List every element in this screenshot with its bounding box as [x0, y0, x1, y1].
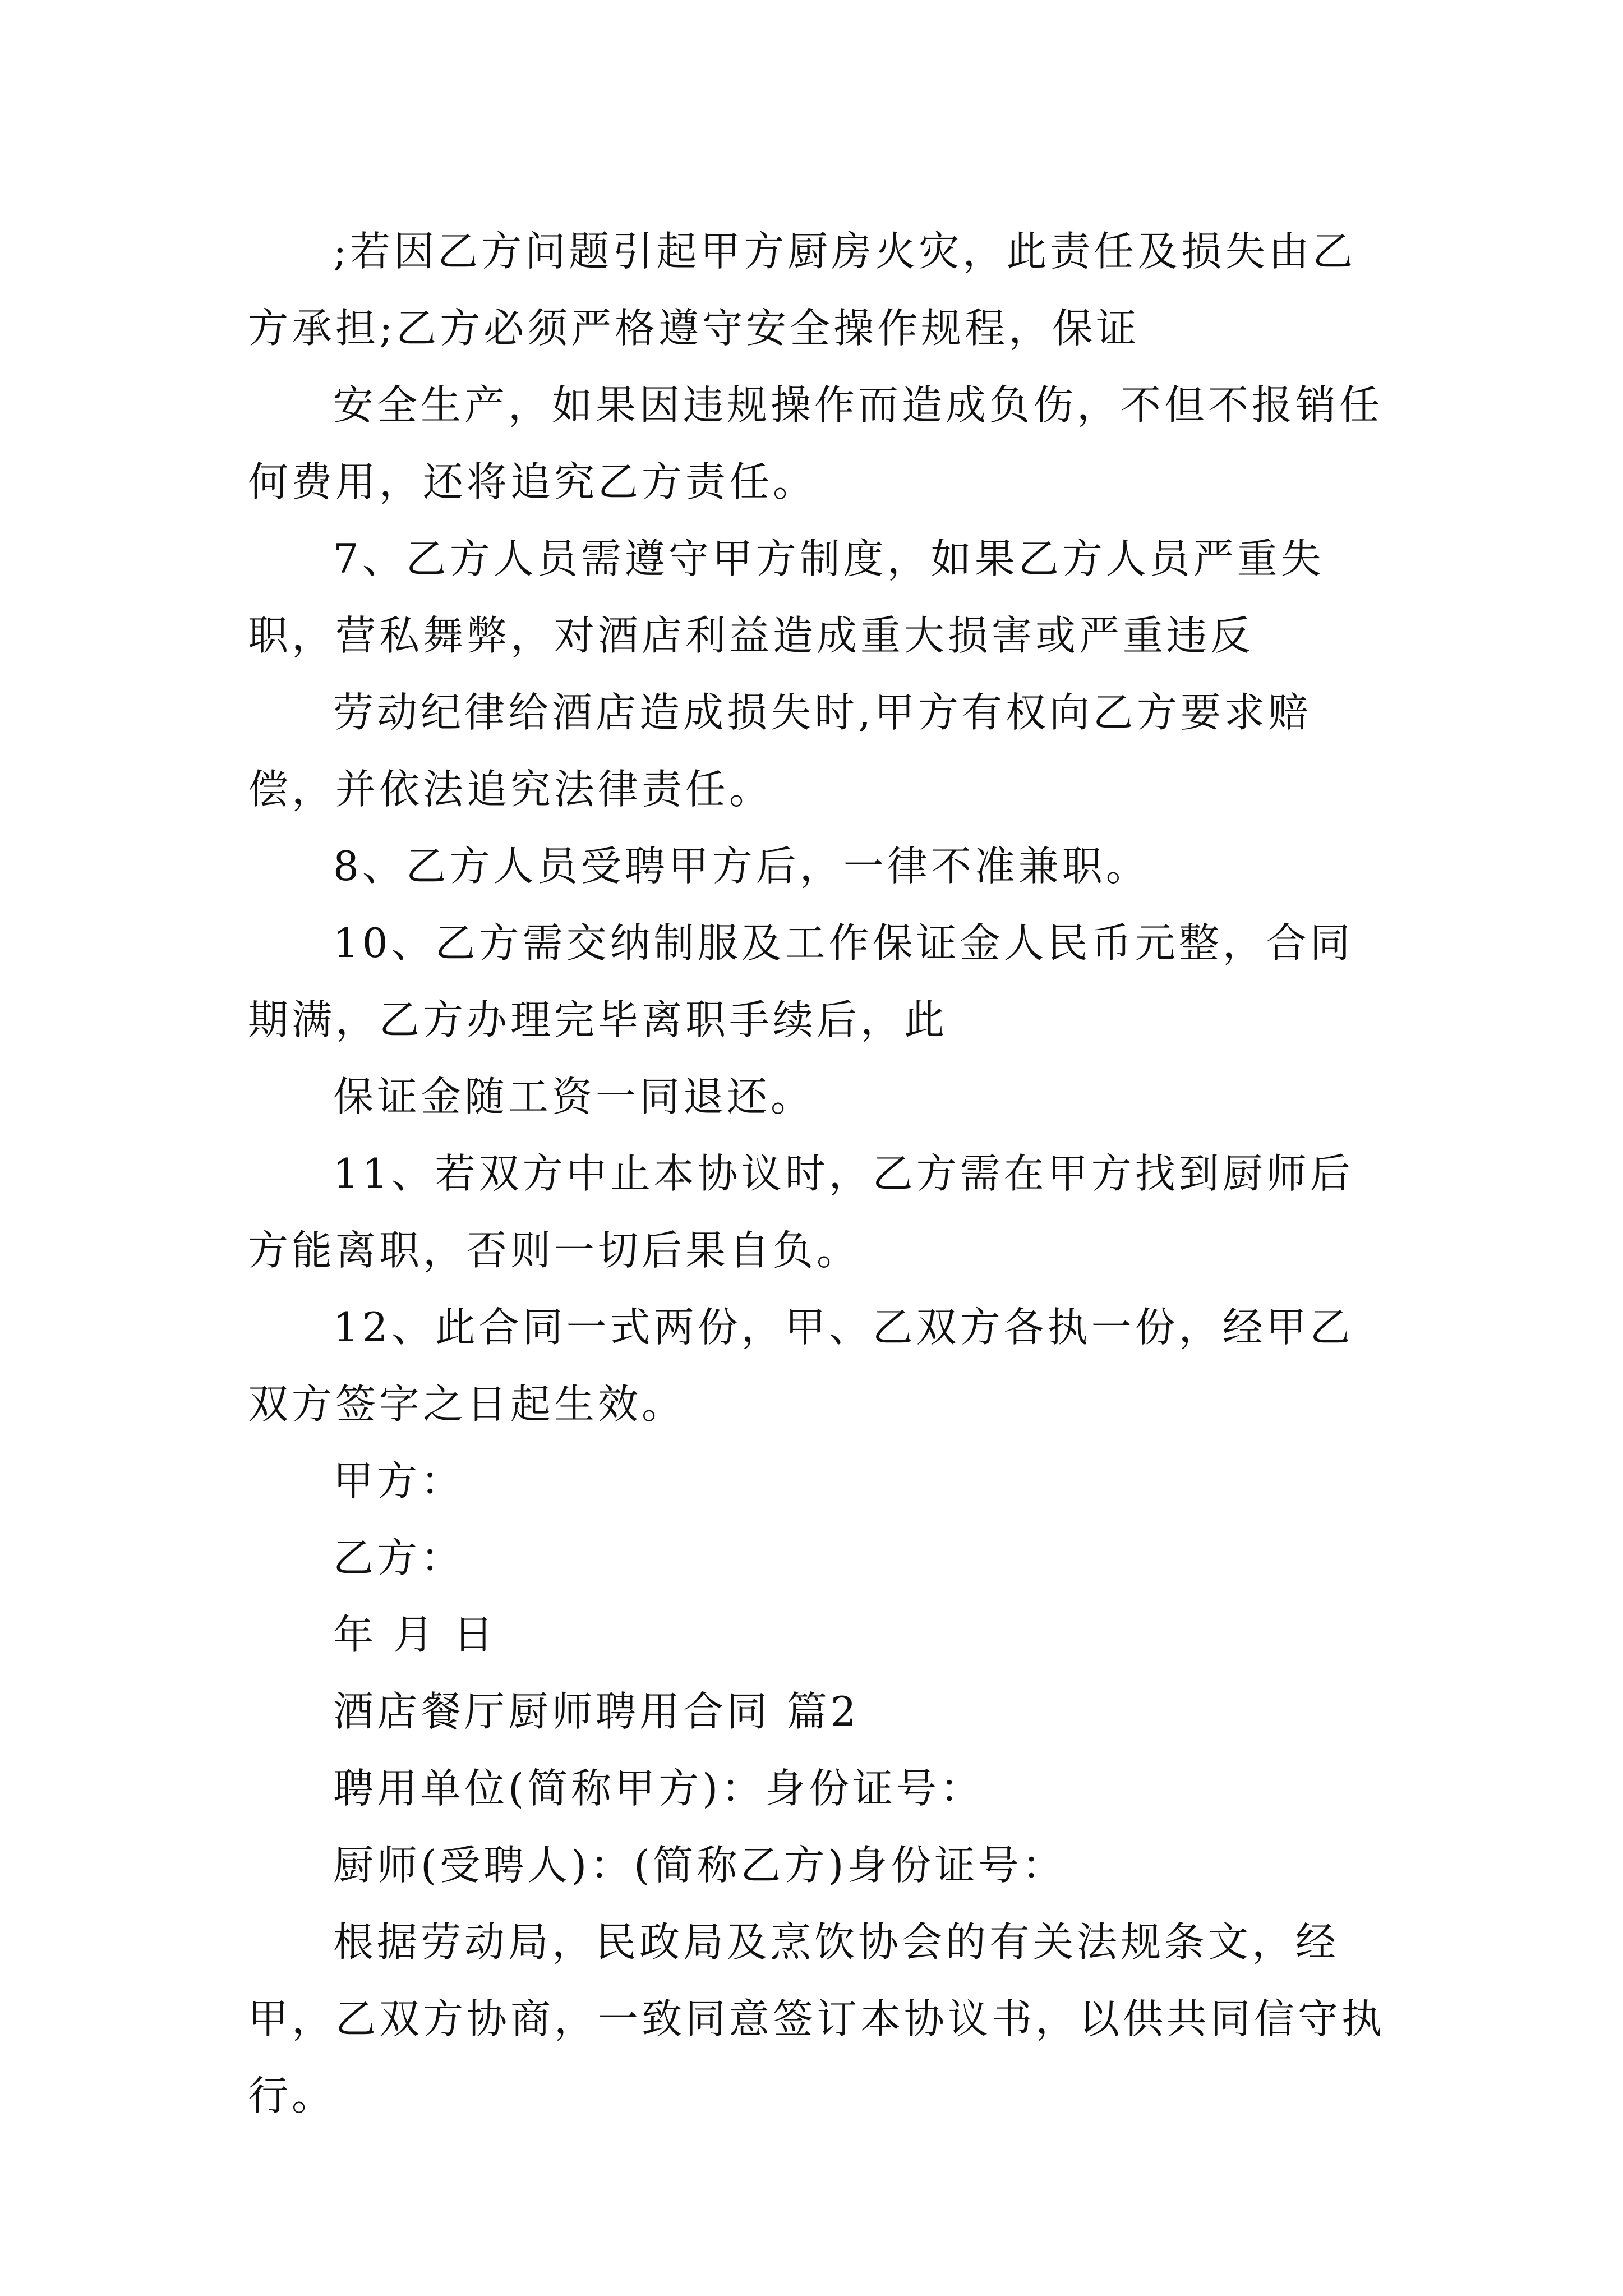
document-body	[248, 213, 1386, 2134]
paragraph-labor-discipline: 劳动纪律给酒店造成损失时,甲方有权向乙方要求赔偿，并依法追究法律责任。	[248, 689, 1312, 813]
signature-date: 年 月 日	[333, 1611, 497, 1658]
paragraph-clause-11: 11、若双方中止本协议时，乙方需在甲方找到厨师后方能离职，否则一切后果自负。	[248, 1150, 1354, 1274]
paragraph-agreement-basis: 根据劳动局，民政局及烹饮协会的有关法规条文，经甲，乙双方协商，一致同意签订本协议书，以供共同信守执行。	[248, 1918, 1386, 2119]
paragraph-clause-10: 10、乙方需交纳制服及工作保证金人民币元整，合同期满，乙方办理完毕离职手续后，此	[248, 919, 1354, 1043]
paragraph-clause-12: 12、此合同一式两份，甲、乙双方各执一份，经甲乙双方签字之日起生效。	[248, 1304, 1354, 1428]
paragraph-clause-7: 7、乙方人员需遵守甲方制度，如果乙方人员严重失职，营私舞弊，对酒店利益造成重大损害或严重违反	[248, 535, 1325, 659]
signature-party-b: 乙方：	[333, 1534, 465, 1581]
chef-id-line: 厨师(受聘人)：(简称乙方)身份证号：	[333, 1842, 1066, 1889]
paragraph-safety-production: 安全生产，如果因违规操作而造成负伤，不但不报销任何费用，还将追究乙方责任。	[248, 381, 1384, 505]
employer-id-line: 聘用单位(简称甲方)：身份证号：	[333, 1765, 984, 1812]
paragraph-clause-8: 8、乙方人员受聘甲方后，一律不准兼职。	[333, 843, 1150, 890]
signature-party-a: 甲方：	[333, 1457, 465, 1504]
contract-section-title: 酒店餐厅厨师聘用合同 篇2	[333, 1688, 860, 1735]
paragraph-fire-liability: ;若因乙方问题引起甲方厨房火灾，此责任及损失由乙方承担;乙方必须严格遵守安全操作规程，保证	[248, 228, 1357, 352]
paragraph-deposit-refund: 保证金随工资一同退还。	[333, 1073, 815, 1120]
